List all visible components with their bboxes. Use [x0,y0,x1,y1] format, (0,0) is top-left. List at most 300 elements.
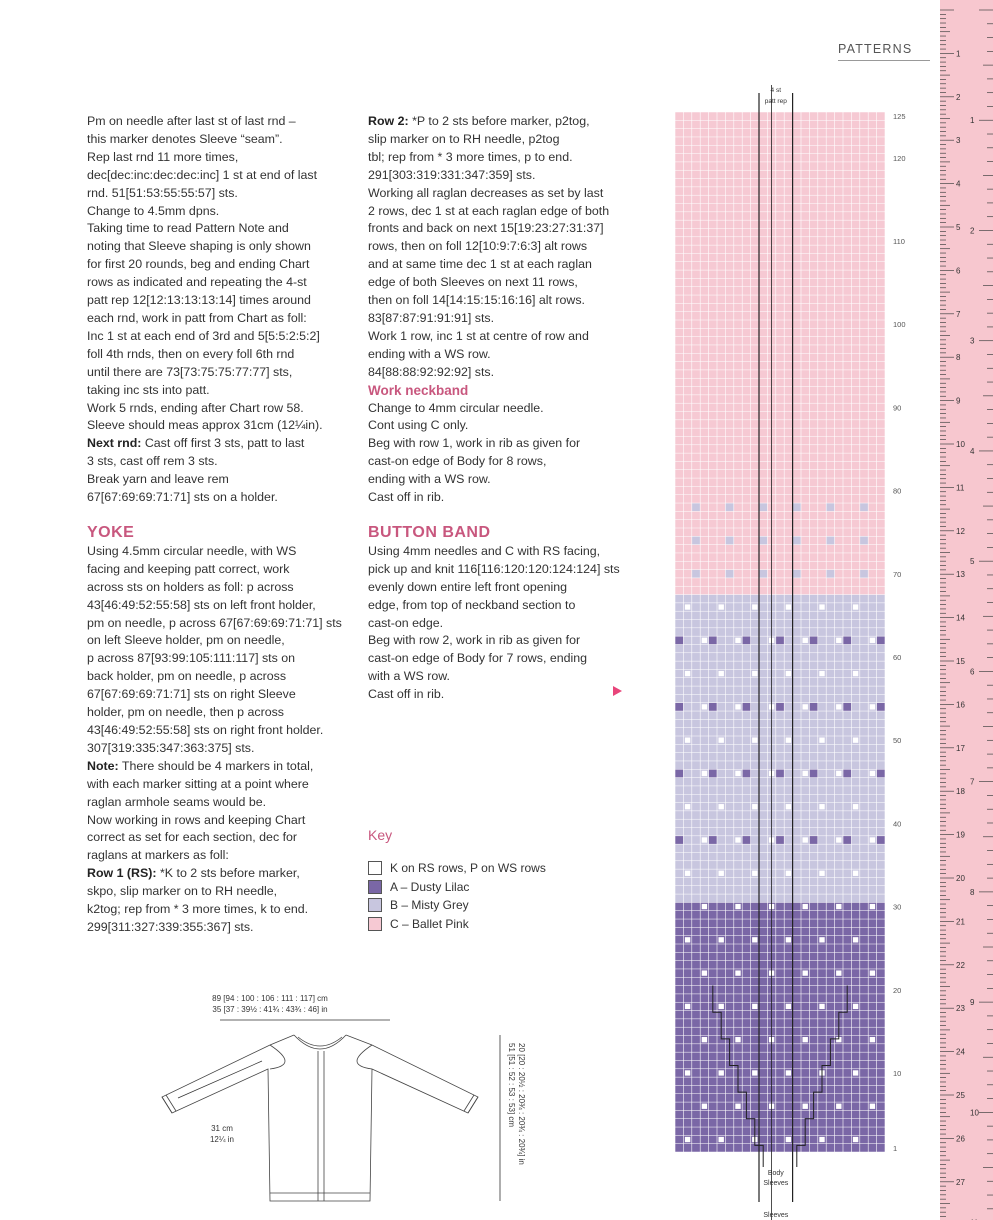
row-number: 40 [893,819,902,829]
sleeve-in-label: 12¼ in [209,1135,235,1144]
neckband-heading: Work neckband [368,382,469,398]
knit-stitch [735,1037,740,1042]
inch-label: 2 [970,226,975,236]
knit-stitch [853,1004,858,1009]
chart-row [675,944,885,952]
inch-label: 7 [970,777,975,787]
row2-text: *P to 2 sts before marker, p2tog, slip marker on to RH needle, p2tog tbl; rep from * 3 more times, p to end. 291[303:319:331:347:359] sts. Working all raglan decreases as set by last 2 rows, dec 1 st at each raglan edge of both fronts and back on next 15[19:23:27:31:37] rows, then on foll 12[10:9:7:6:3] alt rows and at same time dec 1 st at each raglan edge of both Sleeves on next 11 rows, then on foll 14[14:15:15:16:16] alt rows. 83[87:87:91:91:91] sts. Work 1 row, inc 1 st at centre of row and ending with a WS row. 84[88:88:92:92:92] sts. [368,114,610,379]
row-number: 30 [893,902,902,912]
row-number: 10 [893,1068,902,1078]
accent-stitch [776,703,784,711]
cm-label: 26 [956,1134,965,1144]
chart-row [675,1085,885,1093]
cm-label: 24 [956,1047,965,1057]
chart-row [675,911,885,919]
cm-label: 18 [956,787,965,797]
accent-stitch [843,703,851,711]
chart-row [675,1052,885,1060]
row-number: 70 [893,569,902,579]
accent-stitch [877,769,885,777]
neckband-instructions: Change to 4mm circular needle. Cont using C only. Beg with row 1, work in rib as given for cast-on edge of Body for 8 rows, ending with a WS row. Cast off in rib. [368,400,581,505]
chart-row [675,686,885,694]
knit-stitch [752,604,757,609]
chart-row [675,154,885,162]
chart-row [675,1094,885,1102]
row2-paragraph [368,113,638,382]
chart-row [675,270,885,278]
knit-stitch [836,638,841,643]
chart-row [675,403,885,411]
inch-label: 3 [970,336,975,346]
knit-stitch [853,871,858,876]
inch-label: 10 [970,1108,979,1118]
chart-row [675,595,885,603]
chart-row [675,220,885,228]
chart-row [675,295,885,303]
knit-stitch [719,738,724,743]
accent-stitch [709,769,717,777]
width-cm-label: 89 [94 : 100 : 106 : 111 : 117] cm [212,994,328,1003]
chart-row [675,253,885,261]
knit-stitch [719,1137,724,1142]
knit-stitch [853,671,858,676]
key-title: Key [368,827,393,843]
chart-row [675,312,885,320]
cm-label: 10 [956,440,965,449]
knit-stitch [853,738,858,743]
accent-stitch [675,636,683,644]
knit-stitch [819,1137,824,1142]
cm-label: 3 [956,136,961,146]
garment-schematic [150,985,530,1207]
accent-stitch [675,769,683,777]
next-round-text: Cast off first 3 sts, patt to last 3 sts, cast off rem 3 sts. Break yarn and leave rem 67[67:69:69:71:71] sts on a holder. [87,436,305,505]
chart-row [675,187,885,195]
chart-row [675,328,885,336]
cm-label: 4 [956,179,961,189]
chart-row [675,744,885,752]
chart-key [368,827,546,933]
chart-row [675,961,885,969]
chart-row [675,653,885,661]
knit-stitch [870,1104,875,1109]
knit-stitch [702,904,707,909]
accent-stitch [860,536,868,544]
repeat-label: patt rep [764,98,787,105]
cm-label: 15 [956,657,965,666]
knit-stitch [819,671,824,676]
text-column-1 [87,113,357,937]
key-item-b [368,896,546,915]
chart-row [675,287,885,295]
knit-stitch [702,1104,707,1109]
row-number: 90 [893,403,902,413]
chart-row [675,320,885,328]
chart-row [675,719,885,727]
accent-stitch [709,703,717,711]
accent-stitch [759,503,767,511]
knit-stitch [870,704,875,709]
chart-row [675,395,885,403]
key-swatch [368,861,382,875]
knit-stitch [803,1104,808,1109]
chart-row [675,819,885,827]
knit-stitch [819,937,824,942]
chart-row [675,644,885,652]
button-band-heading: BUTTON BAND [368,523,491,541]
knit-stitch [685,738,690,743]
chart-row [675,894,885,902]
knit-stitch [836,704,841,709]
knit-stitch [702,837,707,842]
knit-stitch [752,738,757,743]
knit-stitch [752,937,757,942]
accent-stitch [742,836,750,844]
chart-row [675,204,885,212]
accent-stitch [725,536,733,544]
note-paragraph [87,758,357,865]
chart-row [675,1019,885,1027]
row1-paragraph [87,865,357,937]
knit-stitch [719,604,724,609]
colourwork-chart [660,85,910,1220]
cm-label: 5 [956,223,961,232]
chart-row [675,212,885,220]
chart-row [675,828,885,836]
knit-stitch [870,837,875,842]
chart-bottom-label: Body [767,1170,784,1177]
sleeve-instructions: Pm on needle after last st of last rnd – this marker denotes Sleeve “seam”. Rep last rnd 11 more times, dec[dec:inc:dec:dec:inc] 1 st at end of last rnd. 51[51:53:55:55:57] sts. Change to 4.5mm dpns. Taking time to read Pattern Note and noting that Sleeve shaping is only shown for first 20 rounds, beg and ending Chart rows as indicated and repeating the 4-st patt rep 12[12:13:13:13:14] times around each rnd, work in patt from Chart as foll: Inc 1 st at each end of 3rd and 5[5:5:2:5:2] foll 4th rnds, then on every foll 6th rnd until there are 73[73:75:75:77:77] sts, taking inc sts into patt. Work 5 rnds, ending after Chart row 58. Sleeve should meas approx 31cm (12¼in). [87,114,323,433]
accent-stitch [809,703,817,711]
cm-label: 21 [956,917,965,927]
knit-stitch [819,804,824,809]
chart-row [675,303,885,311]
accent-stitch [826,570,834,578]
knit-stitch [803,837,808,842]
chart-row [675,387,885,395]
knit-stitch [702,1037,707,1042]
accent-stitch [776,769,784,777]
knit-stitch [853,804,858,809]
accent-stitch [860,570,868,578]
cm-label: 13 [956,570,965,580]
key-label: B – Misty Grey [390,898,469,913]
knit-stitch [836,771,841,776]
accent-stitch [742,703,750,711]
knit-stitch [870,771,875,776]
accent-stitch [793,570,801,578]
knit-stitch [836,1104,841,1109]
chart-row [675,761,885,769]
cm-label: 27 [956,1177,965,1187]
knit-stitch [786,937,791,942]
chart-row [675,778,885,786]
chart-row [675,952,885,960]
knit-stitch [752,1070,757,1075]
row-number: 1 [893,1143,898,1153]
knit-stitch [719,1004,724,1009]
knit-stitch [786,804,791,809]
chart-row [675,262,885,270]
key-label: C – Ballet Pink [390,916,469,931]
accent-stitch [793,536,801,544]
knit-stitch [735,837,740,842]
continue-arrow-icon [613,686,622,696]
accent-stitch [826,503,834,511]
accent-stitch [692,570,700,578]
key-item-knit [368,859,546,878]
length-cm-label: 51 [51 : 52 : 53 : 53] cm [507,1043,516,1128]
knit-stitch [685,1070,690,1075]
knit-stitch [803,638,808,643]
yoke-instructions: Using 4.5mm circular needle, with WS facing and keeping patt correct, work across sts on holders as foll: p across 43[46:49:52:55:58] sts on left front holder, pm on needle, p across 67[67:69:69:71:71] sts on left Sleeve holder, pm on needle, p across 87[93:99:105:111:117] sts on back holder, pm on needle, p across 67[67:69:69:71:71] sts on right Sleeve holder, pm on needle, then p across 43[46:49:52:55:58] sts on right front holder. 307[319:335:347:363:375] sts. [87,543,342,755]
row-number: 50 [893,736,902,746]
repeat-label: 4 st [770,87,782,94]
knit-stitch [702,638,707,643]
chart-row [675,628,885,636]
knit-stitch [870,638,875,643]
knit-stitch [786,871,791,876]
chart-row [675,1110,885,1118]
knit-stitch [853,604,858,609]
chart-row [675,345,885,353]
accent-stitch [725,503,733,511]
knit-stitch [719,871,724,876]
chart-row [675,886,885,894]
cm-label: 8 [956,353,961,363]
chart-row [675,753,885,761]
accent-stitch [742,636,750,644]
knit-stitch [786,1070,791,1075]
accent-stitch [759,536,767,544]
knit-stitch [702,970,707,975]
chart-row [675,919,885,927]
knit-stitch [870,1037,875,1042]
knit-stitch [853,1137,858,1142]
accent-stitch [843,636,851,644]
accent-stitch [776,836,784,844]
knit-stitch [836,837,841,842]
ruler-body [940,0,993,1220]
knit-stitch [685,937,690,942]
chart-row [675,553,885,561]
accent-stitch [877,703,885,711]
chart-row [675,129,885,137]
knit-stitch [685,871,690,876]
chart-row [675,811,885,819]
chart-row [675,528,885,536]
knit-stitch [752,804,757,809]
inch-label: 8 [970,887,975,897]
chart-row [675,852,885,860]
button-band-instructions: Using 4mm needles and C with RS facing, pick up and knit 116[116:120:120:124:124] sts evenly down entire left front opening edge, from top of neckband section to cast-on edge. Beg with row 2, work in rib as given for cast-on edge of Body for 7 rows, ending with a WS row. Cast off in rib. [368,543,620,702]
knit-stitch [735,771,740,776]
chart-row [675,445,885,453]
next-round-instructions [87,435,357,507]
chart-row [675,844,885,852]
cm-label: 22 [956,960,965,970]
key-label: A – Dusty Lilac [390,879,470,894]
knit-stitch [786,1004,791,1009]
chart-row [675,112,885,120]
knit-stitch [735,1104,740,1109]
row-number: 60 [893,652,902,662]
accent-stitch [709,836,717,844]
row-number: 80 [893,486,902,496]
knit-stitch [685,1137,690,1142]
sleeve-cm-label: 31 cm [211,1124,233,1133]
key-label: K on RS rows, P on WS rows [390,861,546,876]
chart-row [675,728,885,736]
row1-text: *K to 2 sts before marker, skpo, slip marker on to RH needle, k2tog; rep from * 3 more times, k to end. 299[311:327:339:355:367] sts. [87,866,309,934]
accent-stitch [675,836,683,844]
cm-label: 9 [956,396,961,406]
knit-stitch [819,738,824,743]
chart-row [675,179,885,187]
yoke-heading: YOKE [87,523,135,541]
accent-stitch [809,836,817,844]
cm-label: 6 [956,266,961,276]
key-swatch [368,898,382,912]
chart-row [675,1127,885,1135]
chart-row [675,245,885,253]
chart-row [675,378,885,386]
chart-row [675,661,885,669]
inch-label: 9 [970,998,975,1008]
next-round-label: Next rnd: [87,436,142,451]
chart-row [675,470,885,478]
cardigan-outline [162,1035,478,1201]
cm-label: 16 [956,700,965,710]
chart-row [675,927,885,935]
chart-row [675,861,885,869]
row1-label: Row 1 (RS): [87,866,157,881]
accent-stitch [742,769,750,777]
knit-stitch [752,871,757,876]
knit-stitch [685,604,690,609]
knit-stitch [702,704,707,709]
chart-row [675,1027,885,1035]
chart-row [675,436,885,444]
knit-stitch [685,804,690,809]
chart-row [675,162,885,170]
width-in-label: 35 [37 : 39½ : 41¾ : 43¾ : 46] in [212,1005,328,1014]
chart-row [675,1044,885,1052]
knit-stitch [786,604,791,609]
text-column-2 [368,113,638,704]
key-item-a [368,878,546,897]
accent-stitch [692,503,700,511]
knit-stitch [702,771,707,776]
chart-row [675,278,885,286]
chart-row [675,977,885,985]
accent-stitch [826,536,834,544]
knit-stitch [803,704,808,709]
chart-row [675,145,885,153]
row-number: 125 [893,112,906,122]
knit-stitch [719,1070,724,1075]
cm-label: 20 [956,874,965,883]
knit-stitch [853,1070,858,1075]
chart-row [675,536,885,544]
chart-bottom-label: Sleeves [763,1180,789,1187]
row2-label: Row 2: [368,114,409,128]
chart-row [675,1144,885,1152]
knit-stitch [803,771,808,776]
chart-row [675,511,885,519]
knit-stitch [719,937,724,942]
chart-row [675,420,885,428]
chart-row [675,337,885,345]
accent-stitch [709,636,717,644]
knit-stitch [735,638,740,643]
knit-stitch [735,970,740,975]
chart-row [675,195,885,203]
chart-row [675,1077,885,1085]
chart-bottom-label: Sleeves [763,1212,789,1219]
cm-label: 23 [956,1004,965,1014]
chart-row [675,453,885,461]
note-label: Note: [87,758,119,773]
chart-row [675,1119,885,1127]
chart-row [675,120,885,128]
note-text: There should be 4 markers in total, with each marker sitting at a point where raglan armhole seams would be. Now working in rows and keeping Chart correct as set for each section, dec for raglans at markers as foll: [87,758,314,863]
knit-stitch [819,871,824,876]
chart-row [675,1011,885,1019]
chart-row [675,170,885,178]
row-number: 100 [893,320,906,330]
chart-row [675,353,885,361]
chart-row [675,228,885,236]
knit-stitch [836,970,841,975]
cm-label: 11 [956,483,965,493]
accent-stitch [692,536,700,544]
knit-stitch [786,1137,791,1142]
key-swatch [368,880,382,894]
chart-row [675,570,885,578]
chart-row [675,237,885,245]
knit-stitch [803,970,808,975]
chart-row [675,794,885,802]
accent-stitch [759,570,767,578]
knit-stitch [786,671,791,676]
cm-label: 19 [956,830,965,840]
knit-stitch [735,904,740,909]
knit-stitch [853,937,858,942]
chart-row [675,486,885,494]
chart-row [675,545,885,553]
accent-stitch [843,836,851,844]
key-item-c [368,915,546,934]
section-header: PATTERNS [838,42,930,61]
chart-row [675,620,885,628]
inch-label: 1 [970,116,975,126]
knit-stitch [803,1037,808,1042]
knit-stitch [685,1004,690,1009]
chart-row [675,412,885,420]
chart-row [675,520,885,528]
accent-stitch [877,636,885,644]
row-number: 20 [893,985,902,995]
cm-label: 1 [956,49,961,59]
chart-row [675,694,885,702]
knit-stitch [870,904,875,909]
knit-stitch [819,604,824,609]
accent-stitch [843,769,851,777]
chart-row [675,786,885,794]
chart-row [675,611,885,619]
measuring-ruler [940,0,993,1220]
